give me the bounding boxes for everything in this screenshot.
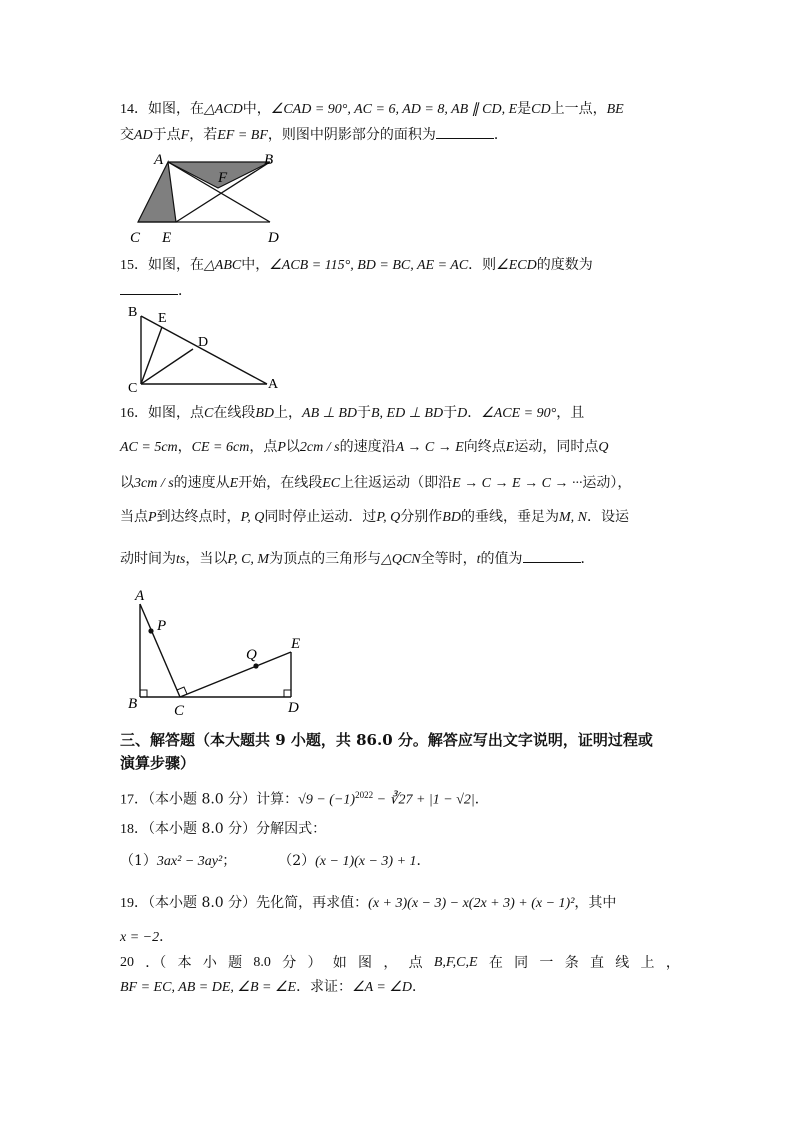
q16-line1: 16．如图，点C在线段BD上，AB ⊥ BD于B, ED ⊥ BD于D．∠ACE = 90°，且 — [120, 405, 585, 421]
q15-label-a: A — [268, 377, 279, 392]
q15-label-c: C — [128, 381, 138, 394]
q14-label-d: D — [268, 230, 279, 246]
q15-label-b: B — [128, 305, 138, 320]
q18-line2: （1）3ax² − 3ay²； （2）(x − 1)(x − 3) + 1． — [120, 853, 431, 869]
q18-line1: 18．（本小题 8.0 分）分解因式： — [120, 821, 327, 837]
q14-label-c: C — [130, 230, 141, 246]
q16-label-a: A — [135, 588, 145, 604]
q16-label-p: P — [157, 618, 167, 634]
q16-number: 16 — [120, 406, 134, 421]
q15-segment-ce — [141, 327, 162, 384]
section-heading-line1: 三、解答题（本大题共 9 小题，共 86.0 分。解答应写出文字说明，证明过程或 — [120, 731, 653, 749]
q16-label-c: C — [174, 703, 185, 719]
q15-figure — [124, 302, 284, 394]
q14-label-e: E — [162, 230, 172, 246]
q14-line1: 14．如图，在△ACD中，∠CAD = 90°, AC = 6, AD = 8, AB ∥ CD, E是CD上一点，BE — [120, 101, 624, 117]
q14-label-a: A — [154, 152, 164, 168]
section-heading-line2: 演算步骤） — [120, 754, 196, 772]
q14-figure — [124, 150, 294, 246]
q16-label-q: Q — [246, 647, 257, 663]
q14-line2: 交AD于点F，若EF = BF，则图中阴影部分的面积为 ． — [120, 124, 680, 147]
q17-number: 17 — [120, 792, 134, 808]
q16-label-d: D — [288, 700, 299, 716]
q14-label-f: F — [218, 170, 228, 186]
q20-number: 20 — [120, 955, 134, 970]
q16-right-angle-b — [140, 690, 147, 697]
q20-line2: BF = EC, AB = DE, ∠B = ∠E．求证：∠A = ∠D． — [120, 979, 427, 995]
q19-line1: 19．（本小题 8.0 分）先化简，再求值：(x + 3)(x − 3) − x(2x + 3) + (x − 1)²，其中 — [120, 895, 617, 911]
q16-point-p — [148, 628, 153, 633]
q16-figure — [124, 584, 314, 720]
q15-line1: 15．如图，在△ABC中，∠ACB = 115°, BD = BC, AE = AC．则∠ECD的度数为 — [120, 257, 593, 273]
q20-line1: 20 ．（ 本 小 题 8.0 分 ） 如 图 ， 点 B,F,C,E 在 同 一 条 直 线 上 ， — [120, 952, 680, 974]
answer-blank — [120, 280, 178, 295]
q16-point-q — [253, 663, 258, 668]
q15-label-d: D — [198, 335, 209, 350]
answer-blank — [436, 124, 494, 139]
q14-number: 14 — [120, 102, 134, 117]
q16-label-e: E — [291, 636, 301, 652]
q16-segment-ce — [180, 652, 291, 697]
q16-line5: 动时间为ts，当以P, C, M为顶点的三角形与△QCN全等时，t的值为 ． — [120, 548, 680, 571]
q19-line2: x = −2． — [120, 929, 174, 945]
q15-label-e: E — [158, 311, 167, 326]
answer-blank — [523, 548, 581, 563]
q16-line4: 当点P到达终点时，P, Q同时停止运动．过P, Q分别作BD的垂线，垂足为M, N．设运 — [120, 509, 629, 525]
q14-label-b: B — [264, 152, 274, 168]
q17-line: 17．（本小题 8.0 分）计算：$√9 - (-1)^{2022}$ − ∛27 + |1 − √2|． — [120, 790, 489, 808]
q16-label-b: B — [128, 696, 138, 712]
q16-line3: 以3cm / s的速度从E开始，在线段EC上往返运动（即沿E → C → E → C → ···运动）， — [120, 475, 632, 491]
q15-segment-cd — [141, 349, 193, 384]
q16-right-angle-d — [284, 690, 291, 697]
q15-line2: ． — [120, 280, 680, 302]
q19-number: 19 — [120, 896, 134, 911]
q15-segment-ba — [141, 316, 267, 384]
q14-shaded-triangle-ace — [138, 162, 176, 222]
q15-number: 15 — [120, 258, 134, 273]
q16-line2: AC = 5cm，CE = 6cm，点P以2cm / s的速度沿A → C → E向终点E运动，同时点Q — [120, 439, 609, 455]
q18-number: 18 — [120, 822, 134, 837]
